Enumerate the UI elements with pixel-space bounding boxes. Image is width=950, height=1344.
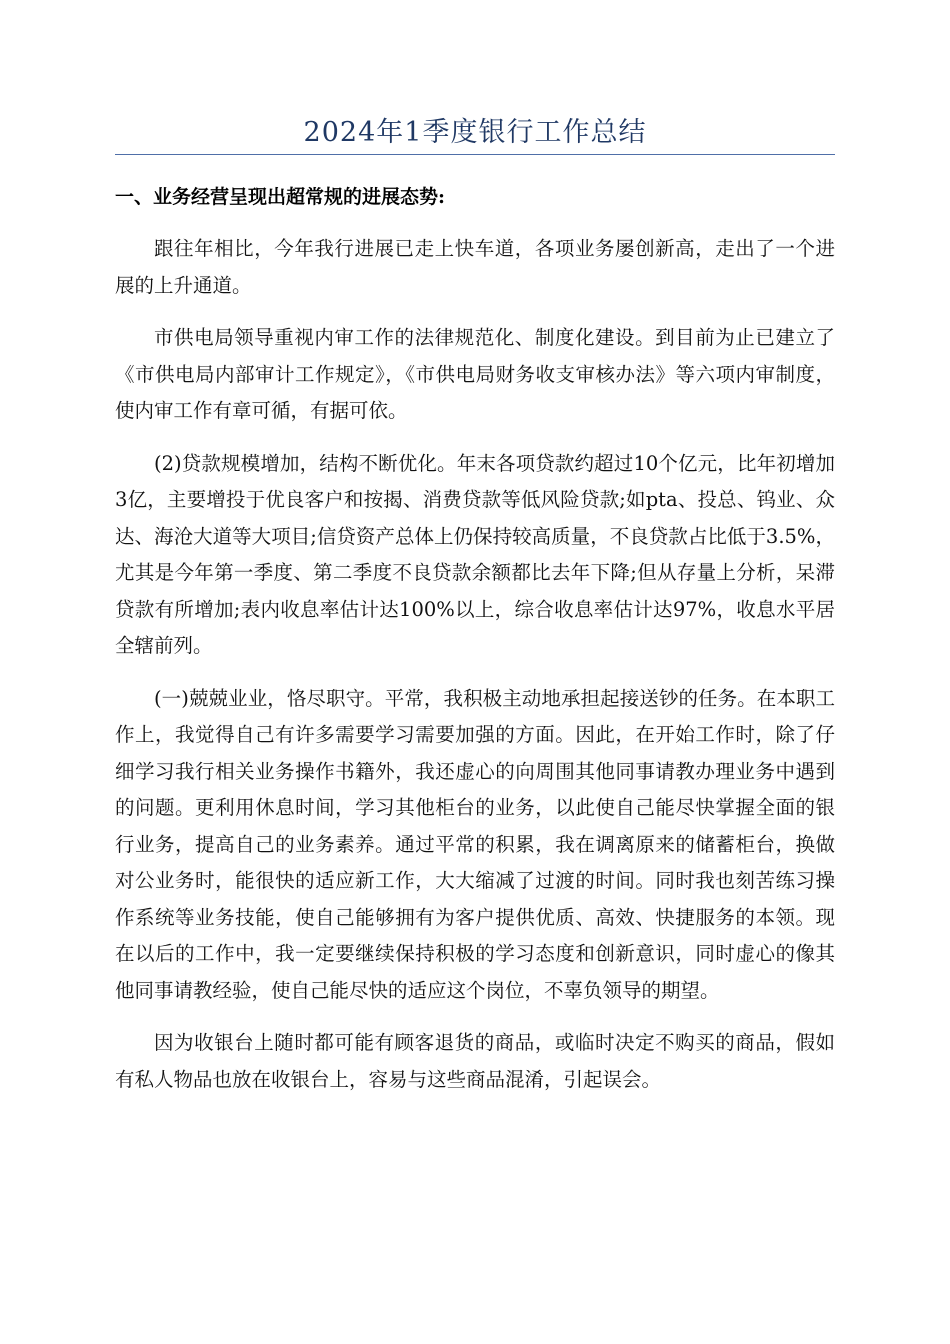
title-underline bbox=[115, 154, 835, 155]
paragraph: 跟往年相比，今年我行进展已走上快车道，各项业务屡创新高，走出了一个进展的上升通道。 bbox=[115, 237, 835, 297]
paragraph: 因为收银台上随时都可能有顾客退货的商品，或临时决定不购买的商品，假如有私人物品也放在收银台上，容易与这些商品混淆，引起误会。 bbox=[115, 1031, 835, 1091]
document-title: 2024年1季度银行工作总结 bbox=[303, 117, 647, 148]
document-body bbox=[115, 231, 835, 1114]
paragraph: (2)贷款规模增加，结构不断优化。年末各项贷款约超过10个亿元，比年初增加3亿，主要增投于优良客户和按揭、消费贷款等低风险贷款;如pta、投总、钨业、众达、海沧大道等大项目;信贷资产总体上仍保持较高质量，不良贷款占比低于3.5%，尤其是今年第一季度、第二季度不良贷款余额都比去年下降;但从存量上分析，呆滞贷款有所增加;表内收息率估计达100%以上，综合收息率估计达97%，收息水平居全辖前列。 bbox=[115, 451, 835, 657]
paragraph: (一)兢兢业业，恪尽职守。平常，我积极主动地承担起接送钞的任务。在本职工作上，我觉得自己有许多需要学习需要加强的方面。因此，在开始工作时，除了仔细学习我行相关业务操作书籍外，我还虚心的向周围其他同事请教办理业务中遇到的问题。更利用休息时间，学习其他柜台的业务，以此使自己能尽快掌握全面的银行业务，提高自己的业务素养。通过平常的积累，我在调离原来的储蓄柜台，换做对公业务时，能很快的适应新工作，大大缩减了过渡的时间。同时我也刻苦练习操作系统等业务技能，使自己能够拥有为客户提供优质、高效、快捷服务的本领。现在以后的工作中，我一定要继续保持积极的学习态度和创新意识，同时虚心的像其他同事请教经验，使自己能尽快的适应这个岗位，不辜负领导的期望。 bbox=[115, 686, 835, 1002]
paragraph: 市供电局领导重视内审工作的法律规范化、制度化建设。到目前为止已建立了《市供电局内部审计工作规定》，《市供电局财务收支审核办法》等六项内审制度，使内审工作有章可循，有据可依。 bbox=[115, 326, 835, 422]
section-heading: 一、业务经营呈现出超常规的进展态势: bbox=[115, 186, 446, 208]
